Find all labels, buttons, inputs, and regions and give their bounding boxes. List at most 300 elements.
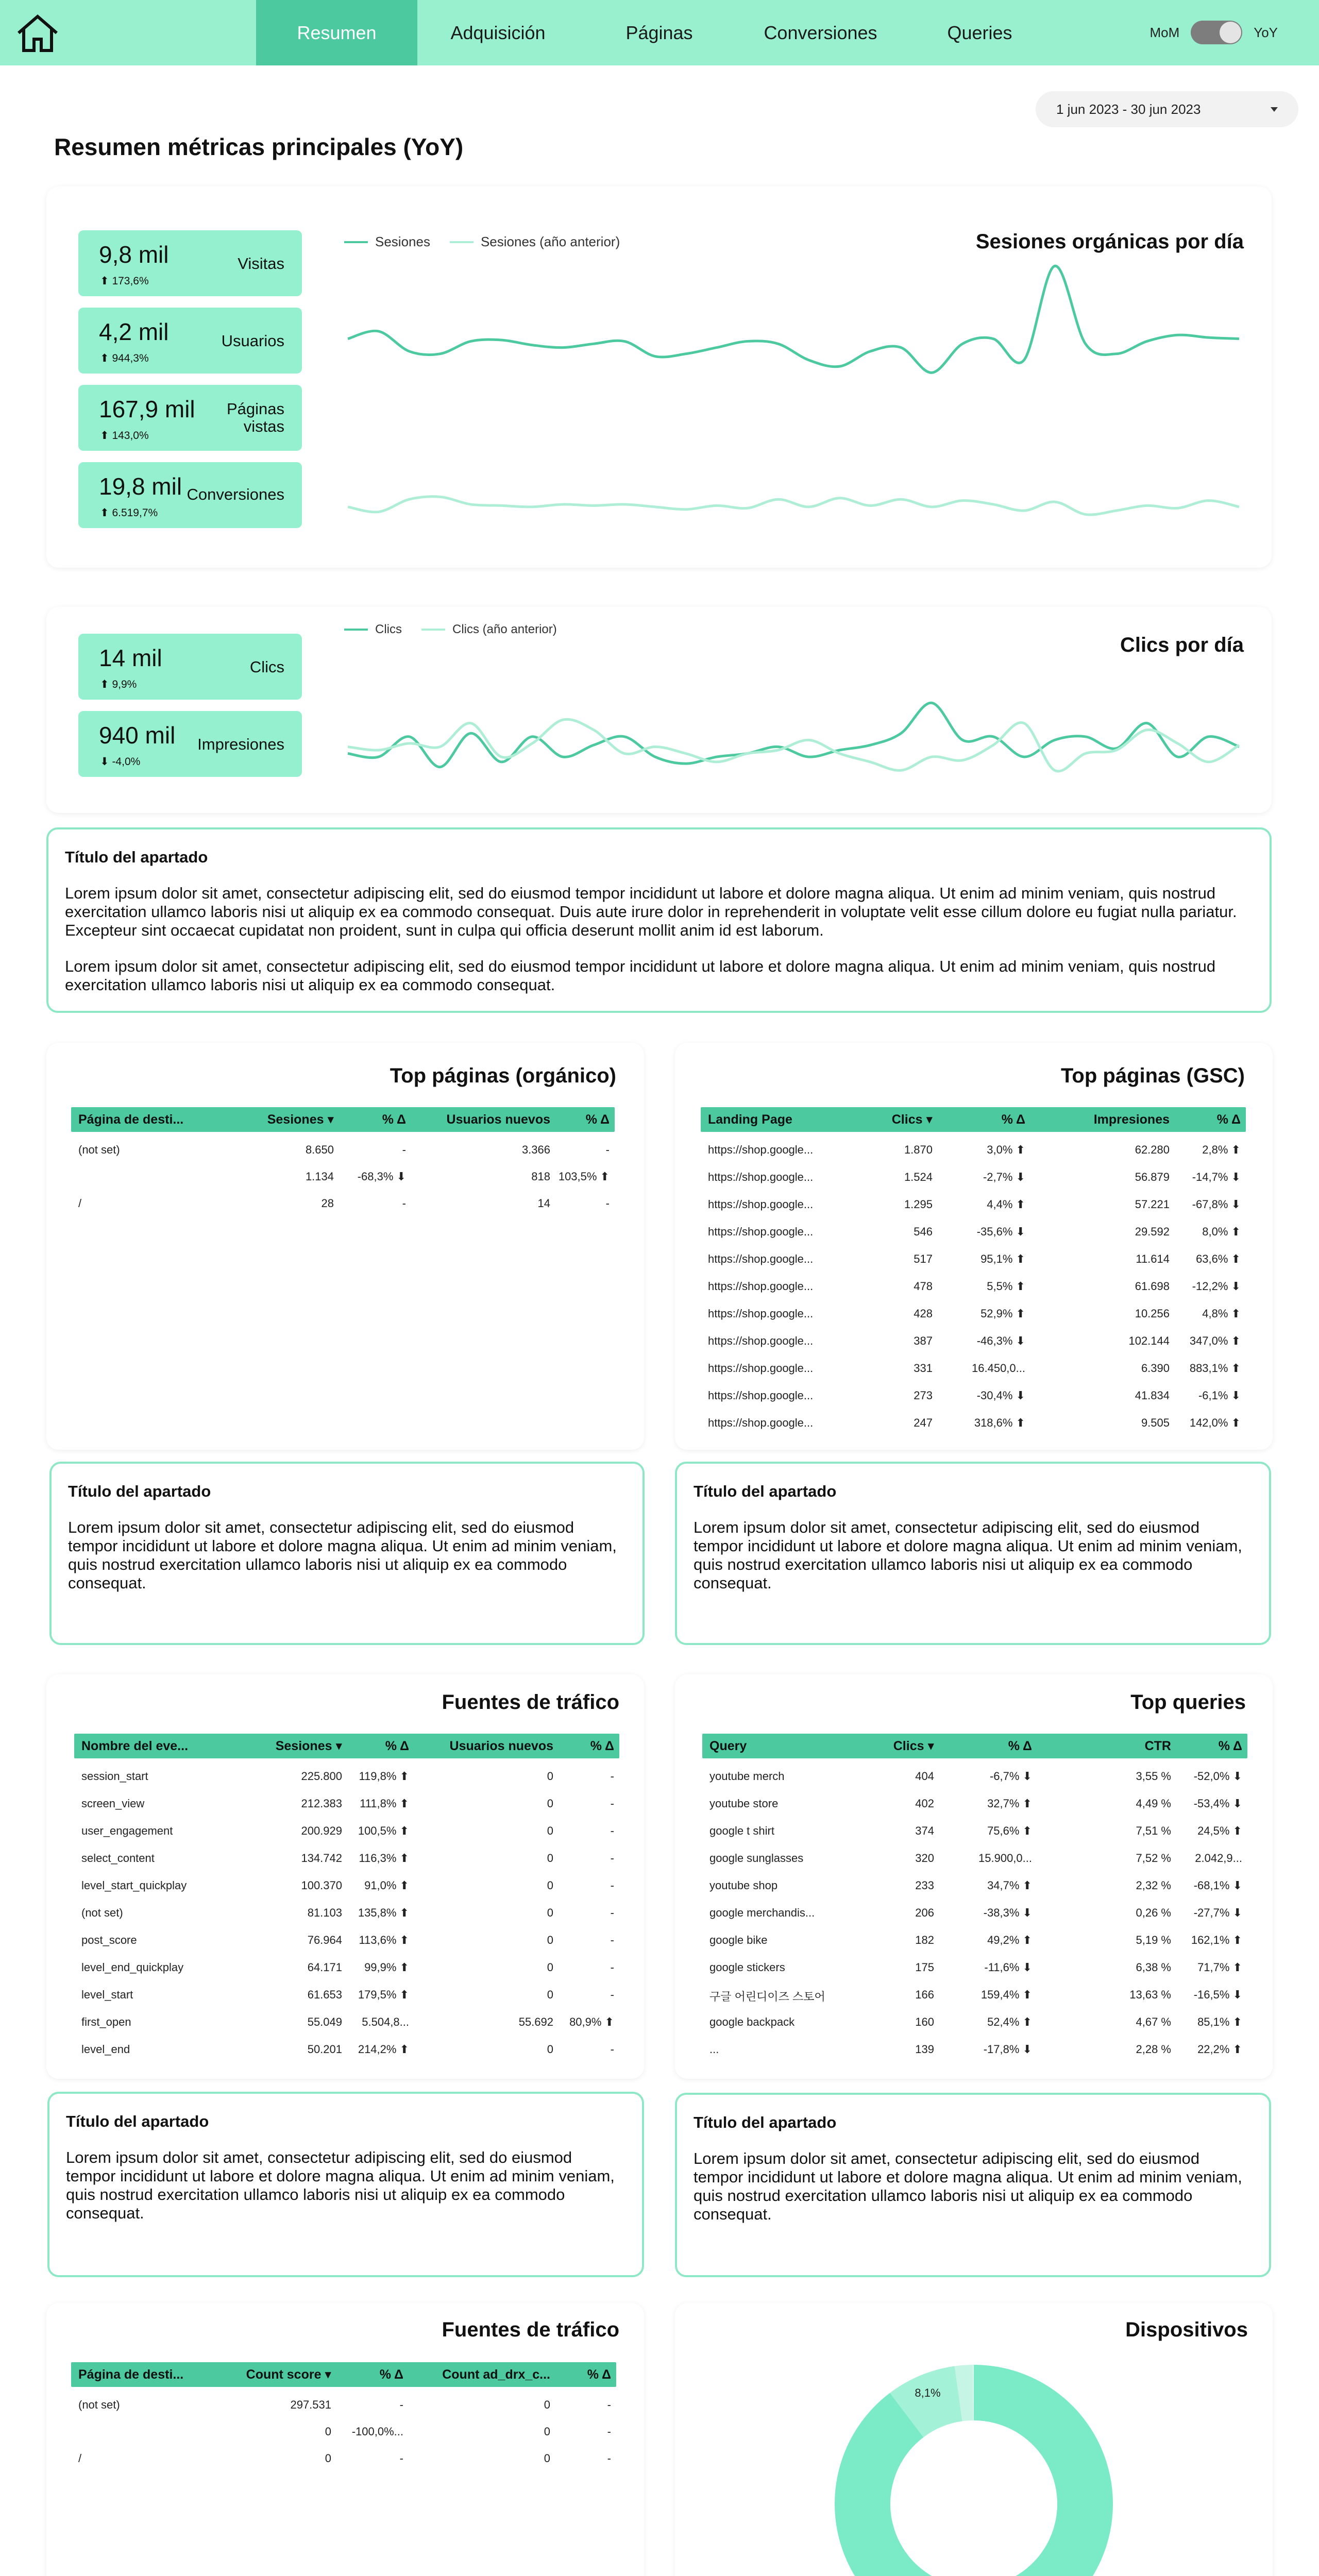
table-title: Top páginas (orgánico) xyxy=(390,1064,616,1087)
table-header xyxy=(71,2362,616,2387)
table-cell: 179,5% ⬆ xyxy=(358,1988,409,2001)
arrow-up-icon: ⬆ xyxy=(1022,1797,1032,1810)
table-cell: 62.280 xyxy=(1135,1143,1170,1156)
column-header[interactable]: Clics ▾ xyxy=(893,1739,934,1753)
table-cell: 28 xyxy=(321,1197,334,1210)
tab-resumen[interactable]: Resumen xyxy=(256,0,417,65)
table-cell: 142,0% ⬆ xyxy=(1189,1416,1241,1429)
table-cell: 0 xyxy=(547,1770,553,1783)
column-header[interactable]: Sesiones ▾ xyxy=(267,1112,334,1127)
table-cell: 0 xyxy=(325,2452,331,2465)
table-cell: 0 xyxy=(544,2398,550,2411)
section-title: Título del apartado xyxy=(68,1482,211,1500)
tab-adquisicion[interactable]: Adquisición xyxy=(450,22,546,43)
chevron-down-icon xyxy=(1271,107,1278,112)
table-cell: 7,52 % xyxy=(1136,1852,1171,1865)
text-section xyxy=(675,1462,1271,1645)
legend-swatch xyxy=(421,629,445,631)
table-cell: 4,67 % xyxy=(1136,2015,1171,2028)
table-cell: google sunglasses xyxy=(709,1852,804,1865)
table-cell: 297.531 xyxy=(290,2398,331,2411)
table-cell: youtube shop xyxy=(709,1879,778,1892)
arrow-up-icon: ⬆ xyxy=(1231,1362,1241,1375)
table-cell: - xyxy=(610,2043,614,2056)
table-cell: - xyxy=(607,2452,611,2465)
table-cell: - xyxy=(605,1143,610,1156)
section-title: Título del apartado xyxy=(66,2112,209,2130)
table-cell: 22,2% ⬆ xyxy=(1197,2043,1242,2056)
table-cell: 402 xyxy=(915,1797,934,1810)
traffic-sources-card xyxy=(46,1674,644,2079)
table-cell: 478 xyxy=(914,1280,933,1293)
table-cell: 99,9% ⬆ xyxy=(364,1961,409,1974)
arrow-up-icon: ⬆ xyxy=(399,1879,409,1892)
arrow-up-icon: ⬆ xyxy=(1232,2015,1242,2028)
table-cell: -100,0%... xyxy=(351,2425,403,2438)
column-header: Página de desti... xyxy=(78,1112,184,1127)
table-cell: -17,8% ⬇ xyxy=(983,2043,1032,2056)
table-cell: 100.370 xyxy=(301,1879,342,1892)
table-cell: 0 xyxy=(547,1852,553,1865)
kpi-label: Conversiones xyxy=(187,485,284,503)
table-header xyxy=(702,1734,1247,1758)
tab-queries[interactable]: Queries xyxy=(947,22,1012,43)
arrow-up-icon: ⬆ xyxy=(399,1770,409,1783)
table-title: Fuentes de tráfico xyxy=(442,1691,619,1714)
section-title: Título del apartado xyxy=(694,2113,837,2131)
kpi-clics xyxy=(78,634,302,700)
arrow-down-icon: ⬇ xyxy=(1231,1280,1241,1293)
table-cell: -53,4% ⬇ xyxy=(1193,1797,1242,1810)
table-cell: 212.383 xyxy=(301,1797,342,1810)
toggle-knob xyxy=(1220,22,1241,43)
table-cell: -6,1% ⬇ xyxy=(1198,1389,1241,1402)
table-cell: ... xyxy=(709,2043,719,2056)
table-cell: 139 xyxy=(915,2043,934,2056)
table-cell: - xyxy=(607,2398,611,2411)
table-cell: 2,32 % xyxy=(1136,1879,1171,1892)
top-pages-organic-card xyxy=(46,1043,644,1450)
table-cell: 34,7% ⬆ xyxy=(987,1879,1032,1892)
legend-swatch xyxy=(344,241,368,243)
column-header: Nombre del eve... xyxy=(81,1739,189,1753)
kpi-conversiones xyxy=(78,462,302,528)
table-cell: 2,28 % xyxy=(1136,2043,1171,2056)
column-header[interactable]: Clics ▾ xyxy=(891,1112,933,1127)
table-cell: https://shop.google... xyxy=(708,1280,814,1293)
table-cell: 546 xyxy=(914,1225,933,1238)
table-cell: 0 xyxy=(544,2452,550,2465)
table-cell: 61.698 xyxy=(1135,1280,1170,1293)
table-cell: 구글 어린디이즈 스토어 xyxy=(709,1990,825,2003)
table-cell: 14 xyxy=(537,1197,550,1210)
table-cell: -12,2% ⬇ xyxy=(1192,1280,1241,1293)
table-cell: google backpack xyxy=(709,2015,795,2028)
kpi-delta: ⬆ 143,0% xyxy=(100,430,149,442)
table-cell: 95,1% ⬆ xyxy=(980,1252,1025,1265)
table-cell: -46,3% ⬇ xyxy=(976,1334,1025,1347)
section-body: Lorem ipsum dolor sit amet, consectetur adipiscing elit, sed do eiusmod tempor incididunt ut labore et dolore magna aliqua. Ut enim ad minim veniam, quis nostrud exercitation ullamco laboris nisi ut aliquip ex ea commodo consequat. xyxy=(694,1518,1242,1592)
table-cell: level_end_quickplay xyxy=(81,1961,184,1974)
column-header: % Δ xyxy=(587,2367,611,2382)
table-cell: 273 xyxy=(914,1389,933,1402)
slice-label: 8,1% xyxy=(915,2386,941,2399)
section-body-2: Lorem ipsum dolor sit amet, consectetur adipiscing elit, sed do eiusmod tempor incididunt ut labore et dolore magna aliqua. Ut enim ad minim veniam, quis nostrud exercitation ullamco laboris nisi ut aliquip ex ea commodo consequat. xyxy=(65,957,1216,994)
column-header: Impresiones xyxy=(1093,1112,1170,1127)
arrow-up-icon: ⬆ xyxy=(1022,1879,1032,1892)
table-cell: 61.653 xyxy=(307,1988,342,2001)
kpi-delta: ⬆ 173,6% xyxy=(100,275,149,287)
table-cell: 517 xyxy=(914,1252,933,1265)
date-range-picker[interactable] xyxy=(1036,91,1298,127)
table-cell: 85,1% ⬆ xyxy=(1197,2015,1242,2028)
table-cell: 5,5% ⬆ xyxy=(987,1280,1025,1293)
arrow-down-icon: ⬇ xyxy=(1016,1389,1025,1402)
table-cell: 5,19 % xyxy=(1136,1934,1171,1946)
table-cell: - xyxy=(605,1197,610,1210)
table-cell: 13,63 % xyxy=(1129,1988,1171,2001)
table-cell: 64.171 xyxy=(307,1961,342,1974)
table-cell: https://shop.google... xyxy=(708,1307,814,1320)
column-header: Landing Page xyxy=(708,1112,792,1127)
date-range-value: 1 jun 2023 - 30 jun 2023 xyxy=(1056,101,1201,117)
legend-clics-anterior: Clics (año anterior) xyxy=(452,622,557,636)
column-header: Query xyxy=(709,1739,747,1753)
table-cell: -52,0% ⬇ xyxy=(1193,1770,1242,1783)
arrow-down-icon: ⬇ xyxy=(1231,1389,1241,1402)
kpi-value: 9,8 mil xyxy=(99,241,169,268)
kpi-delta: ⬇ -4,0% xyxy=(100,756,141,768)
arrow-up-icon: ⬆ xyxy=(1016,1280,1025,1293)
table-cell: 52,4% ⬆ xyxy=(987,2015,1032,2028)
column-header: % Δ xyxy=(1218,1739,1242,1753)
kpi-delta-value: 6.519,7% xyxy=(112,507,158,519)
arrow-up-icon: ⬆ xyxy=(1231,1334,1241,1347)
kpi-paginas-vistas xyxy=(78,385,302,451)
table-cell: -67,8% ⬇ xyxy=(1192,1198,1241,1211)
table-cell: - xyxy=(610,1879,614,1892)
sessions-legend xyxy=(344,234,620,250)
arrow-up-icon: ⬆ xyxy=(1022,1934,1032,1946)
table-cell: 9.505 xyxy=(1141,1416,1170,1429)
table-cell: select_content xyxy=(81,1852,155,1865)
table-cell: https://shop.google... xyxy=(708,1389,814,1402)
column-header: % Δ xyxy=(382,1112,406,1127)
arrow-up-icon: ⬆ xyxy=(399,1934,409,1946)
table-cell: 374 xyxy=(915,1824,934,1837)
table-cell: - xyxy=(402,1197,406,1210)
column-header: Count ad_drx_c... xyxy=(442,2367,550,2382)
section-title: Título del apartado xyxy=(65,848,208,866)
arrow-up-icon: ⬆ xyxy=(1231,1307,1241,1320)
table-cell: 10.256 xyxy=(1135,1307,1170,1320)
table-cell: / xyxy=(78,2452,82,2465)
table-cell: post_score xyxy=(81,1934,137,1946)
table-cell: -38,3% ⬇ xyxy=(983,1906,1032,1919)
top-nav xyxy=(0,0,1319,65)
table-cell: 91,0% ⬆ xyxy=(364,1879,409,1892)
toggle-label-yoy: YoY xyxy=(1254,24,1278,40)
table-cell: 134.742 xyxy=(301,1852,342,1865)
table-cell: 2.042,9... xyxy=(1195,1852,1242,1865)
table-cell: 0 xyxy=(544,2425,550,2438)
table-cell: - xyxy=(399,2452,403,2465)
table-cell: 81.103 xyxy=(307,1906,342,1919)
table-cell: 15.900,0... xyxy=(978,1852,1032,1865)
series-sesiones-line xyxy=(348,266,1239,372)
table-cell: 16.450,0... xyxy=(972,1362,1025,1375)
table-cell: 5.504,8... xyxy=(362,2015,409,2028)
table-cell: 55.049 xyxy=(307,2015,342,2028)
section-body: Lorem ipsum dolor sit amet, consectetur adipiscing elit, sed do eiusmod tempor incididunt ut labore et dolore magna aliqua. Ut enim ad minim veniam, quis nostrud exercitation ullamco laboris nisi ut aliquip ex ea commodo consequat. xyxy=(66,2148,615,2222)
arrow-up-icon: ⬆ xyxy=(1231,1416,1241,1429)
column-header: Usuarios nuevos xyxy=(449,1739,553,1753)
traffic-sources-table xyxy=(74,1734,619,2063)
column-header: % Δ xyxy=(1216,1112,1241,1127)
table-cell: https://shop.google... xyxy=(708,1252,814,1265)
column-header: % Δ xyxy=(585,1112,610,1127)
table-cell: 0 xyxy=(547,1934,553,1946)
column-header: Usuarios nuevos xyxy=(446,1112,550,1127)
table-title: Top queries xyxy=(1130,1691,1246,1714)
arrow-up-icon: ⬆ xyxy=(1016,1198,1025,1211)
kpi-delta-value: -4,0% xyxy=(112,756,141,768)
period-toggle xyxy=(1149,21,1278,44)
table-cell: - xyxy=(610,1961,614,1974)
arrow-up-icon: ⬆ xyxy=(1231,1143,1241,1156)
devices-card xyxy=(675,2303,1273,2576)
table-cell: - xyxy=(610,1906,614,1919)
table-cell: 0 xyxy=(547,2043,553,2056)
table-cell: https://shop.google... xyxy=(708,1225,814,1238)
arrow-up-icon: ⬆ xyxy=(1231,1225,1241,1238)
table-cell: 7,51 % xyxy=(1136,1824,1171,1837)
table-cell: 175 xyxy=(915,1961,934,1974)
table-cell: user_engagement xyxy=(81,1824,173,1837)
text-section xyxy=(47,2092,644,2277)
arrow-down-icon: ⬇ xyxy=(1016,1171,1025,1183)
table-cell: 347,0% ⬆ xyxy=(1189,1334,1241,1347)
legend-sesiones-anterior: Sesiones (año anterior) xyxy=(480,234,620,249)
arrow-up-icon: ⬆ xyxy=(1022,2015,1032,2028)
top-queries-card xyxy=(675,1674,1273,2079)
table-cell: -6,7% ⬇ xyxy=(989,1770,1032,1783)
column-header[interactable]: Count score ▾ xyxy=(246,2367,331,2382)
table-cell: - xyxy=(402,1143,406,1156)
table-cell: 818 xyxy=(531,1170,550,1183)
table-cell: 1.870 xyxy=(904,1143,933,1156)
kpi-label: Usuarios xyxy=(221,332,284,350)
arrow-up-icon: ⬆ xyxy=(1232,1934,1242,1946)
kpi-label: Visitas xyxy=(238,255,284,273)
table-cell: 6,38 % xyxy=(1136,1961,1171,1974)
table-cell: 100,5% ⬆ xyxy=(358,1824,409,1837)
table-cell: 116,3% ⬆ xyxy=(359,1852,409,1865)
table-cell: (not set) xyxy=(81,1906,123,1919)
table-cell: 32,7% ⬆ xyxy=(987,1797,1032,1810)
table-cell: -14,7% ⬇ xyxy=(1192,1171,1241,1183)
table-cell: level_start xyxy=(81,1988,133,2001)
arrow-up-icon: ⬆ xyxy=(1232,1961,1242,1974)
arrow-up-icon: ⬆ xyxy=(399,2043,409,2056)
top-pages-gsc-card xyxy=(675,1043,1273,1450)
table-cell: https://shop.google... xyxy=(708,1334,814,1347)
column-header: CTR xyxy=(1144,1739,1171,1753)
table-cell: 119,8% ⬆ xyxy=(359,1770,409,1783)
table-cell: 2,8% ⬆ xyxy=(1202,1143,1241,1156)
column-header: % Δ xyxy=(1008,1739,1032,1753)
table-cell: 4,49 % xyxy=(1136,1797,1171,1810)
kpi-value: 940 mil xyxy=(99,722,176,749)
table-cell: google merchandis... xyxy=(709,1906,815,1919)
table-cell: 3,55 % xyxy=(1136,1770,1171,1783)
table-cell: google bike xyxy=(709,1934,768,1946)
table-cell: 0 xyxy=(547,1824,553,1837)
table-cell: -27,7% ⬇ xyxy=(1193,1906,1242,1919)
table-cell: 331 xyxy=(914,1362,933,1375)
legend-clics: Clics xyxy=(375,622,402,636)
page-title: Resumen métricas principales (YoY) xyxy=(54,133,464,160)
series-sesiones-anterior-line xyxy=(348,497,1239,515)
section-body: Lorem ipsum dolor sit amet, consectetur adipiscing elit, sed do eiusmod tempor incididunt ut labore et dolore magna aliqua. Ut enim ad minim veniam, quis nostrud exercitation ullamco laboris nisi ut aliquip ex ea commodo consequat. xyxy=(694,2149,1242,2223)
table-header xyxy=(74,1734,619,1758)
table-cell: youtube merch xyxy=(709,1770,785,1783)
clicks-chart-title: Clics por día xyxy=(1120,634,1244,656)
table-cell: 63,6% ⬆ xyxy=(1196,1252,1241,1265)
traffic-sources-2-card xyxy=(46,2303,644,2576)
table-cell: (not set) xyxy=(78,1143,120,1156)
table-cell: 1.295 xyxy=(904,1198,933,1211)
table-cell: 206 xyxy=(915,1906,934,1919)
arrow-up-icon: ⬆ xyxy=(1232,1824,1242,1837)
table-cell: 75,6% ⬆ xyxy=(987,1824,1032,1837)
kpi-delta-value: 944,3% xyxy=(112,352,149,364)
tab-paginas[interactable]: Páginas xyxy=(625,22,693,43)
table-cell: youtube store xyxy=(709,1797,779,1810)
arrow-down-icon: ⬇ xyxy=(396,1170,406,1183)
arrow-down-icon: ⬇ xyxy=(1022,1961,1032,1974)
table-cell: 71,7% ⬆ xyxy=(1197,1961,1242,1974)
table-cell: 225.800 xyxy=(301,1770,342,1783)
section-body: Lorem ipsum dolor sit amet, consectetur adipiscing elit, sed do eiusmod tempor incididunt ut labore et dolore magna aliqua. Ut enim ad minim veniam, quis nostrud exercitation ullamco laboris nisi ut aliquip ex ea commodo consequat. xyxy=(68,1518,617,1592)
tab-conversiones[interactable]: Conversiones xyxy=(764,22,877,43)
table-cell: 29.592 xyxy=(1135,1225,1170,1238)
arrow-up-icon: ⬆ xyxy=(399,1988,409,2001)
table-cell: 387 xyxy=(914,1334,933,1347)
table-cell: -11,6% ⬇ xyxy=(984,1961,1032,1974)
table-cell: google t shirt xyxy=(709,1824,774,1837)
table-cell: 428 xyxy=(914,1307,933,1320)
table-cell: 162,1% ⬆ xyxy=(1191,1934,1242,1946)
mom-yoy-switch[interactable] xyxy=(1191,21,1242,44)
arrow-down-icon: ⬇ xyxy=(1232,1906,1242,1919)
table-cell: first_open xyxy=(81,2015,131,2028)
table-cell: 41.834 xyxy=(1135,1389,1170,1402)
text-section xyxy=(675,2093,1271,2277)
toggle-label-mom: MoM xyxy=(1149,24,1180,40)
arrow-up-icon: ⬆ xyxy=(1022,1988,1032,2001)
table-cell: https://shop.google... xyxy=(708,1362,814,1375)
column-header[interactable]: Sesiones ▾ xyxy=(275,1739,342,1753)
table-cell: - xyxy=(610,1852,614,1865)
arrow-up-icon: ⬆ xyxy=(399,1824,409,1837)
kpi-value: 4,2 mil xyxy=(99,318,169,345)
table-cell: 102.144 xyxy=(1128,1334,1170,1347)
kpi-delta: ⬆ 9,9% xyxy=(100,679,137,690)
kpi-delta: ⬆ 944,3% xyxy=(100,352,149,364)
devices-donut-chart xyxy=(830,2360,1118,2576)
table-cell: 3,0% ⬆ xyxy=(987,1143,1025,1156)
kpi-visitas xyxy=(78,230,302,296)
legend-sesiones: Sesiones xyxy=(375,234,430,249)
section-title: Título del apartado xyxy=(694,1482,837,1500)
column-header: % Δ xyxy=(379,2367,403,2382)
arrow-down-icon: ⬇ xyxy=(1022,1770,1032,1783)
arrow-up-icon: ⬆ xyxy=(1022,1824,1032,1837)
arrow-up-icon: ⬆ xyxy=(1016,1143,1025,1156)
arrow-up-icon: ⬆ xyxy=(1231,1252,1241,1265)
table-cell: 52,9% ⬆ xyxy=(980,1307,1025,1320)
table-cell: 883,1% ⬆ xyxy=(1189,1362,1241,1375)
table-cell: - xyxy=(607,2425,611,2438)
table-cell: 11.614 xyxy=(1136,1252,1170,1265)
kpi-impresiones xyxy=(78,711,302,777)
clicks-legend xyxy=(344,622,557,637)
table-cell: 103,5% ⬆ xyxy=(558,1170,610,1183)
legend-swatch xyxy=(344,629,368,631)
kpi-delta-value: 143,0% xyxy=(112,430,149,442)
table-cell: -68,3% ⬇ xyxy=(357,1170,406,1183)
table-cell: 24,5% ⬆ xyxy=(1197,1824,1242,1837)
table-cell: session_start xyxy=(81,1770,148,1783)
section-body: Lorem ipsum dolor sit amet, consectetur adipiscing elit, sed do eiusmod tempor incididunt ut labore et dolore magna aliqua. Ut enim ad minim veniam, quis nostrud exercitation ullamco laboris nisi ut aliquip ex ea commodo consequat. Duis aute irure dolor in reprehenderit in voluptate velit esse cillum dolore eu fugiat nulla pariatur. Excepteur sint occaecat cupidatat non proident, sunt in culpa qui officia deserunt mollit anim id est laborum. xyxy=(65,884,1237,939)
sessions-card xyxy=(46,187,1272,568)
arrow-up-icon: ⬆ xyxy=(399,1906,409,1919)
table-cell: 57.221 xyxy=(1135,1198,1170,1211)
table-cell: https://shop.google... xyxy=(708,1198,814,1211)
kpi-usuarios xyxy=(78,308,302,374)
arrow-down-icon: ⬇ xyxy=(1022,1906,1032,1919)
table-cell: - xyxy=(399,2398,403,2411)
table-cell: 135,8% ⬆ xyxy=(358,1906,409,1919)
arrow-down-icon: ⬇ xyxy=(1232,1797,1242,1810)
table-cell: - xyxy=(610,1934,614,1946)
home-icon[interactable] xyxy=(15,13,60,53)
table-cell: - xyxy=(610,1797,614,1810)
table-cell: 80,9% ⬆ xyxy=(569,2015,614,2028)
top-queries-table xyxy=(702,1734,1247,2063)
table-cell: 247 xyxy=(914,1416,933,1429)
series-clics-line xyxy=(348,703,1239,767)
table-cell: google stickers xyxy=(709,1961,785,1974)
table-cell: 0 xyxy=(547,1961,553,1974)
sessions-chart-title: Sesiones orgánicas por día xyxy=(975,230,1244,253)
table-cell: 55.692 xyxy=(518,2015,553,2028)
table-cell: 1.524 xyxy=(904,1171,933,1183)
table-cell: https://shop.google... xyxy=(708,1143,814,1156)
arrow-up-icon: ⬆ xyxy=(1016,1307,1025,1320)
table-cell: 113,6% ⬆ xyxy=(359,1934,409,1946)
table-title: Fuentes de tráfico xyxy=(442,2318,619,2341)
arrow-up-icon: ⬆ xyxy=(399,1797,409,1810)
table-header xyxy=(701,1107,1246,1132)
table-cell: 111,8% ⬆ xyxy=(360,1797,409,1810)
kpi-delta: ⬆ 6.519,7% xyxy=(100,507,158,519)
table-cell: 4,4% ⬆ xyxy=(987,1198,1025,1211)
arrow-up-icon: ⬆ xyxy=(1016,1252,1025,1265)
table-title: Top páginas (GSC) xyxy=(1060,1064,1245,1087)
table-cell: - xyxy=(610,1824,614,1837)
